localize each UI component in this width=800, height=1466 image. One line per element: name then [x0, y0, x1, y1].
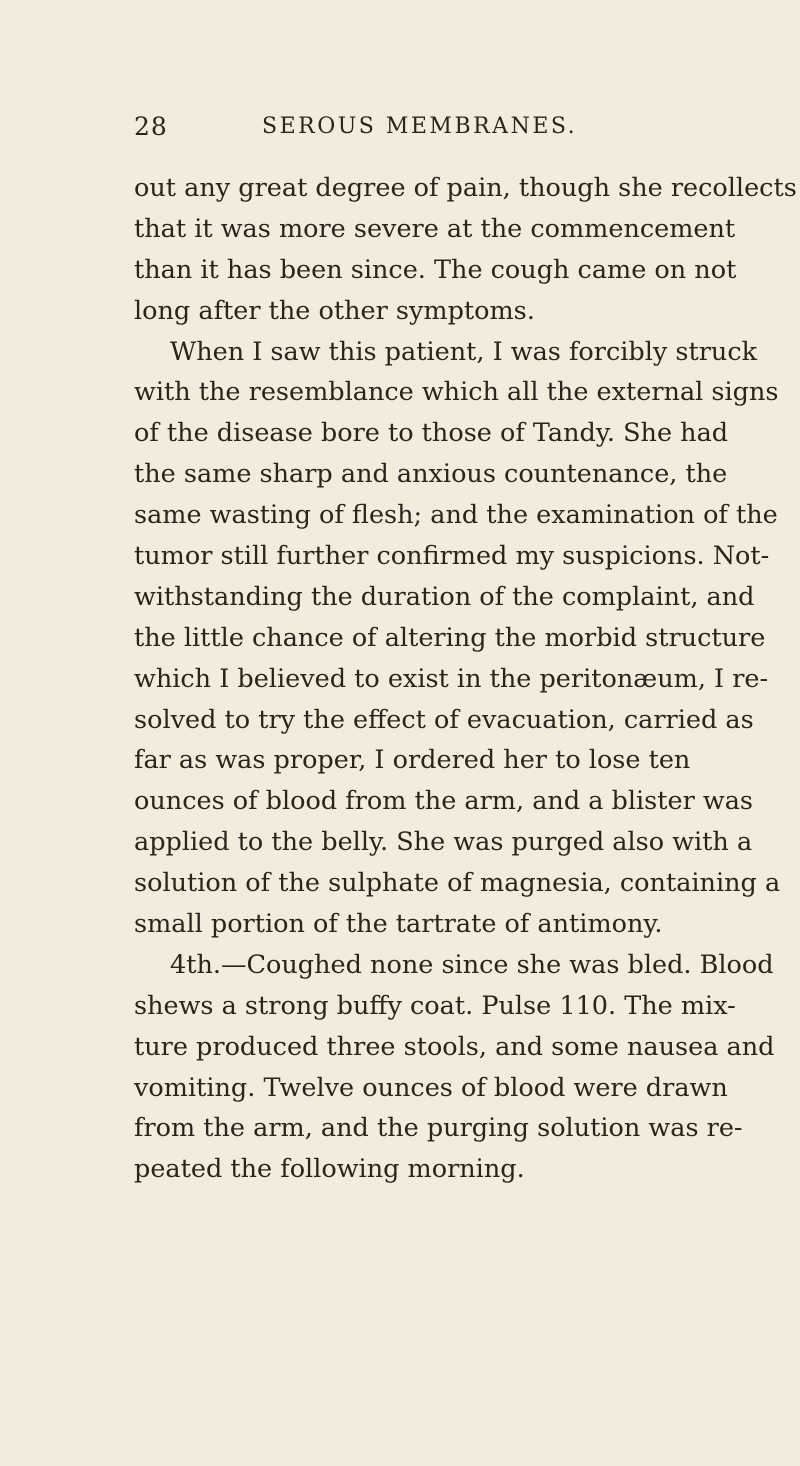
text-line: vomiting. Twelve ounces of blood were drawn	[134, 1072, 728, 1103]
running-title: SEROUS MEMBRANES.	[262, 114, 578, 139]
text-line: peated the following morning.	[134, 1154, 525, 1185]
text-line: ture produced three stools, and some nausea and	[134, 1031, 775, 1062]
body-text	[134, 168, 797, 1190]
text-line: same wasting of flesh; and the examination of the	[134, 500, 778, 531]
text-line: out any great degree of pain, though she recollects	[134, 173, 797, 203]
text-line: shews a strong buffy coat. Pulse 110. The mix-	[134, 990, 736, 1021]
text-line: the little chance of altering the morbid structure	[134, 622, 766, 653]
page-header	[0, 112, 800, 152]
text-line: the same sharp and anxious countenance, the	[134, 459, 728, 490]
text-line: of the disease bore to those of Tandy. She had	[134, 418, 729, 449]
text-line: 4th.—Coughed none since she was bled. Blood	[170, 949, 774, 980]
text-line: applied to the belly. She was purged also with a	[134, 827, 753, 858]
text-line: When I saw this patient, I was forcibly struck	[170, 336, 758, 367]
text-line: that it was more severe at the commencement	[134, 213, 736, 244]
text-line: long after the other symptoms.	[134, 295, 535, 326]
text-line: than it has been since. The cough came on not	[134, 254, 737, 285]
page-number: 28	[134, 112, 168, 141]
text-line: from the arm, and the purging solution was re-	[134, 1113, 743, 1144]
text-line: small portion of the tartrate of antimony.	[134, 909, 663, 940]
text-line: ounces of blood from the arm, and a blister was	[134, 786, 754, 817]
text-line: solved to try the effect of evacuation, carried as	[134, 704, 754, 735]
text-line: solution of the sulphate of magnesia, containing a	[134, 868, 781, 899]
text-line: with the resemblance which all the external signs	[134, 377, 779, 408]
text-line: which I believed to exist in the peritonæum, I re-	[134, 663, 769, 694]
text-line: withstanding the duration of the complaint, and	[134, 581, 755, 612]
text-line: far as was proper, I ordered her to lose ten	[134, 745, 691, 776]
text-line: tumor still further confirmed my suspicions. Not-	[134, 541, 770, 572]
